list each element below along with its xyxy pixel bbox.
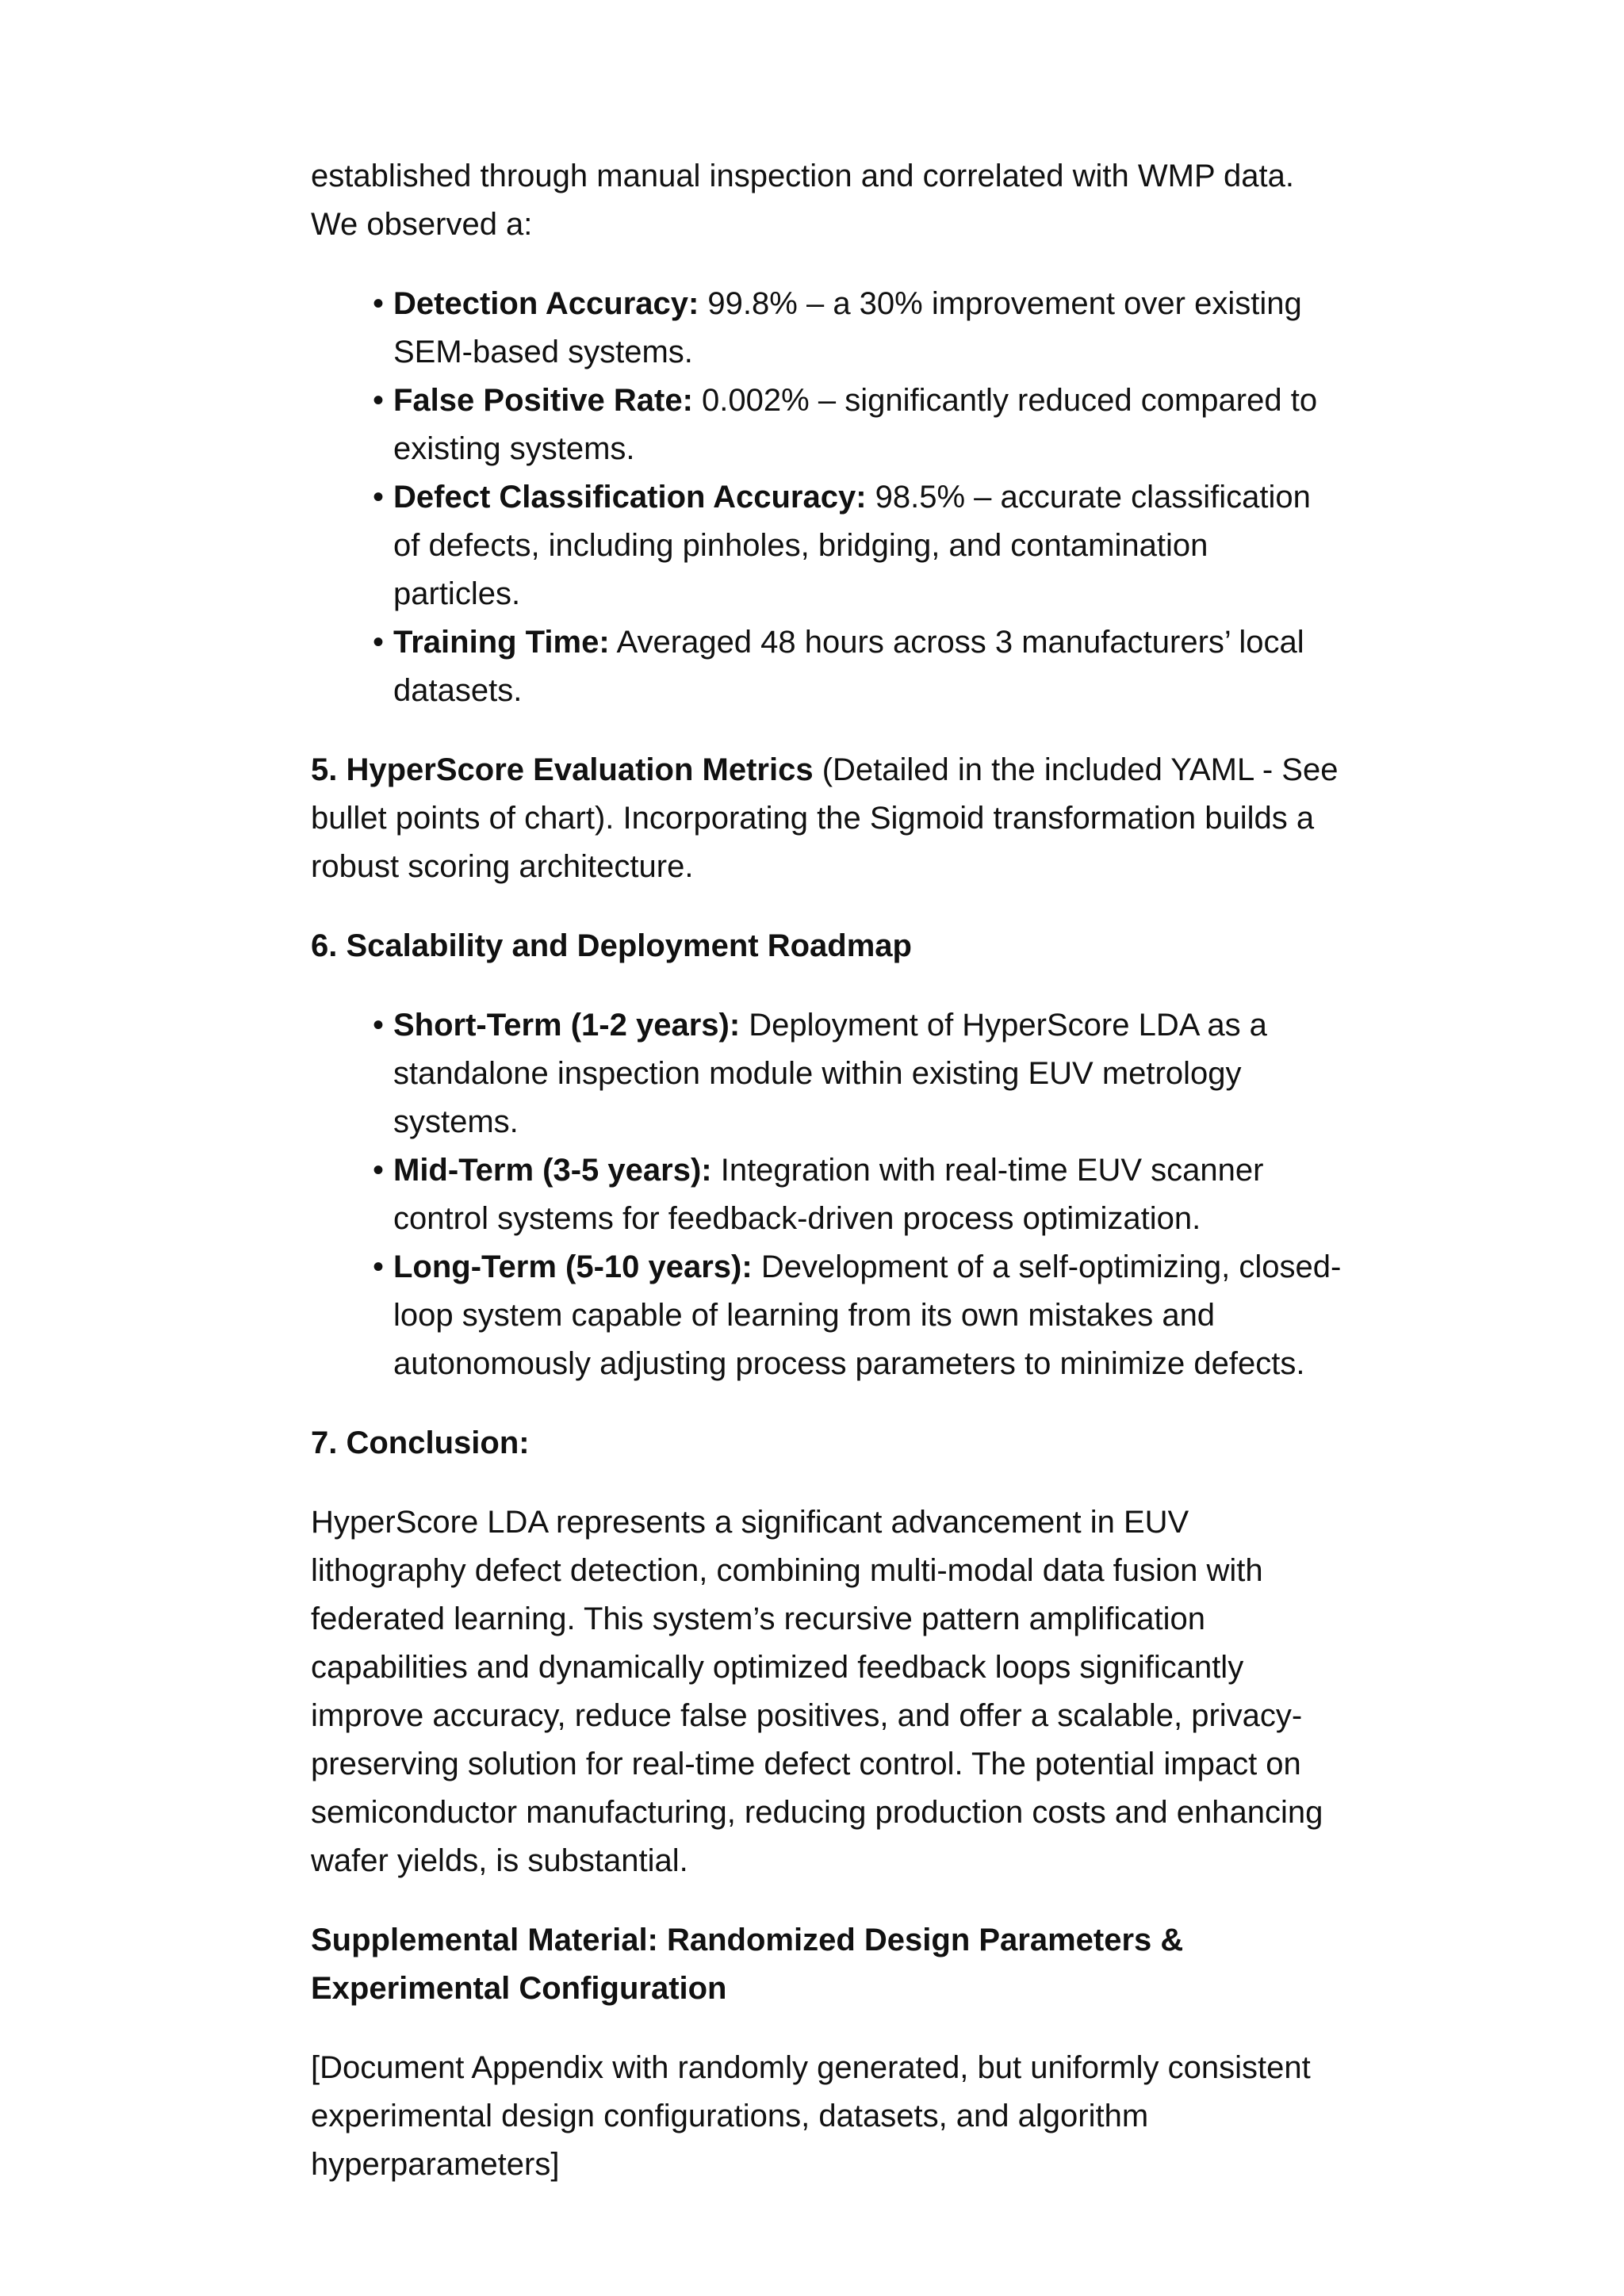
- item-text: 99.8% – a 30% improvement over existing SEM-based systems.: [393, 286, 1302, 369]
- section-5-paragraph: [311, 746, 1342, 891]
- supplemental-heading: Supplemental Material: Randomized Design Parameters & Experimental Configuration: [311, 1923, 1184, 2006]
- item-text: Deployment of HyperScore LDA as a standalone inspection module within existing EUV metrology systems.: [393, 1008, 1267, 1139]
- section-6-heading: 6. Scalability and Deployment Roadmap: [311, 928, 912, 963]
- item-text: Averaged 48 hours across 3 manufacturers’ local datasets.: [393, 625, 1304, 708]
- item-label: Defect Classification Accuracy:: [393, 480, 867, 515]
- list-item: [374, 1243, 1342, 1388]
- item-text: Development of a self-optimizing, closed-loop system capable of learning from its own mistakes and autonomously adjusting process parameters to minimize defects.: [393, 1249, 1342, 1381]
- section-7-heading: 7. Conclusion:: [311, 1425, 530, 1460]
- item-label: Detection Accuracy:: [393, 286, 699, 321]
- intro-paragraph: [311, 152, 1342, 249]
- section-5-text: (Detailed in the included YAML - See bullet points of chart). Incorporating the Sigmoid transformation builds a robust scoring architecture.: [311, 752, 1339, 884]
- list-item: [374, 280, 1342, 377]
- roadmap-list: [311, 1001, 1342, 1388]
- list-item: [374, 1001, 1342, 1146]
- document-page: [311, 152, 1342, 2189]
- item-label: False Positive Rate:: [393, 383, 693, 418]
- results-list: [311, 280, 1342, 715]
- supplemental-paragraph: [Document Appendix with randomly generated, but uniformly consistent experimental design configurations, datasets, and algorithm hyperparameters]: [311, 2050, 1311, 2182]
- bullet-icon: •: [373, 1008, 385, 1043]
- list-item: [374, 473, 1342, 618]
- item-text: 98.5% – accurate classification of defects, including pinholes, bridging, and contamination particles.: [393, 480, 1311, 611]
- bullet-icon: •: [373, 286, 385, 321]
- intro-line-1: established through manual inspection and correlated with WMP data.: [311, 159, 1294, 193]
- bullet-icon: •: [373, 383, 385, 418]
- item-label: Short-Term (1-2 years):: [393, 1008, 741, 1043]
- section-5-heading: 5. HyperScore Evaluation Metrics: [311, 752, 814, 787]
- item-label: Mid-Term (3-5 years):: [393, 1153, 712, 1188]
- intro-line-2: We observed a:: [311, 207, 533, 242]
- bullet-icon: •: [373, 1249, 385, 1284]
- item-text: Integration with real-time EUV scanner control systems for feedback-driven process optimization.: [393, 1153, 1264, 1236]
- item-label: Long-Term (5-10 years):: [393, 1249, 753, 1284]
- bullet-icon: •: [373, 625, 385, 660]
- conclusion-paragraph: HyperScore LDA represents a significant advancement in EUV lithography defect detection, combining multi-modal data fusion with federated learning. This system’s recursive pattern amplification capabilities and dynamically optimized feedback loops significantly improve accuracy, reduce false positives, and offer a scalable, privacy-preserving solution for real-time defect control. The potential impact on semiconductor manufacturing, reducing production costs and enhancing wafer yields, is substantial.: [311, 1505, 1323, 1878]
- list-item: [374, 377, 1342, 473]
- item-label: Training Time:: [393, 625, 610, 660]
- bullet-icon: •: [373, 480, 385, 515]
- list-item: [374, 1146, 1342, 1243]
- item-text: 0.002% – significantly reduced compared to existing systems.: [393, 383, 1318, 466]
- bullet-icon: •: [373, 1153, 385, 1188]
- list-item: [374, 618, 1342, 715]
